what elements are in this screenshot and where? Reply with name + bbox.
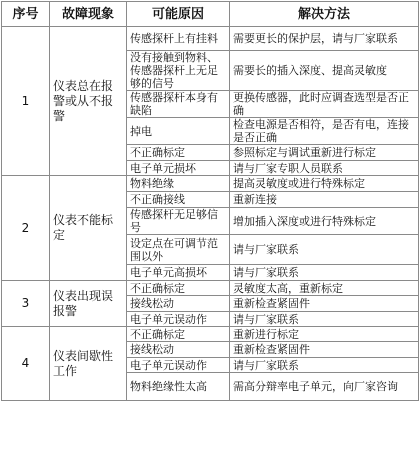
solution-cell: 需要长的插入深度、提高灵敏度	[230, 51, 419, 91]
table-row	[2, 27, 419, 51]
solution-cell: 提高灵敏度或进行特殊标定	[230, 176, 419, 192]
fault-symptom-cell: 仪表间歇性工作	[50, 327, 127, 401]
solution-cell: 请与厂家联系	[230, 358, 419, 373]
possible-cause-cell: 电子单元误动作	[127, 312, 230, 327]
possible-cause-cell: 传感器探杆本身有缺陷	[127, 91, 230, 118]
solution-cell: 请与厂家专职人员联系	[230, 161, 419, 176]
solution-cell: 重新检查紧固件	[230, 342, 419, 358]
solution-cell: 需要更长的保护层，请与厂家联系	[230, 27, 419, 51]
table-row	[2, 281, 419, 296]
possible-cause-cell: 物料绝缘	[127, 176, 230, 192]
possible-cause-cell: 传感探杆无足够信号	[127, 208, 230, 235]
fault-troubleshooting-table	[1, 1, 419, 401]
solution-cell: 请与厂家联系	[230, 312, 419, 327]
fault-symptom-cell: 仪表不能标定	[50, 176, 127, 281]
possible-cause-cell: 接线松动	[127, 296, 230, 312]
table-row	[2, 176, 419, 192]
solution-cell: 灵敏度太高，重新标定	[230, 281, 419, 296]
header-solution: 解决方法	[230, 2, 419, 27]
possible-cause-cell: 掉电	[127, 118, 230, 145]
serial-number-cell: 4	[2, 327, 50, 401]
possible-cause-cell: 不正确标定	[127, 281, 230, 296]
table-row	[2, 327, 419, 342]
header-serial-no: 序号	[2, 2, 50, 27]
possible-cause-cell: 电子单元高损坏	[127, 265, 230, 281]
possible-cause-cell: 物料绝缘性太高	[127, 373, 230, 401]
solution-cell: 重新进行标定	[230, 327, 419, 342]
solution-cell: 需高分辩率电子单元，向厂家咨询	[230, 373, 419, 401]
possible-cause-cell: 电子单元误动作	[127, 358, 230, 373]
table-body	[2, 27, 419, 401]
possible-cause-cell: 接线松动	[127, 342, 230, 358]
solution-cell: 请与厂家联系	[230, 265, 419, 281]
serial-number-cell: 2	[2, 176, 50, 281]
possible-cause-cell: 不正确标定	[127, 327, 230, 342]
serial-number-cell: 3	[2, 281, 50, 327]
possible-cause-cell: 不正确接线	[127, 192, 230, 208]
fault-symptom-cell: 仪表出现误报警	[50, 281, 127, 327]
solution-cell: 增加插入深度或进行特殊标定	[230, 208, 419, 235]
possible-cause-cell: 传感探杆上有挂料	[127, 27, 230, 51]
possible-cause-cell: 设定点在可调节范围以外	[127, 235, 230, 265]
possible-cause-cell: 没有接触到物料、传感器探杆上无足够的信号	[127, 51, 230, 91]
solution-cell: 请与厂家联系	[230, 235, 419, 265]
possible-cause-cell: 电子单元损坏	[127, 161, 230, 176]
header-fault-symptom: 故障现象	[50, 2, 127, 27]
solution-cell: 重新连接	[230, 192, 419, 208]
serial-number-cell: 1	[2, 27, 50, 176]
header-possible-cause: 可能原因	[127, 2, 230, 27]
table-header-row	[2, 2, 419, 27]
solution-cell: 参照标定与调试重新进行标定	[230, 145, 419, 161]
solution-cell: 重新检查紧固件	[230, 296, 419, 312]
solution-cell: 更换传感器，此时应调查选型是否正确	[230, 91, 419, 118]
possible-cause-cell: 不正确标定	[127, 145, 230, 161]
solution-cell: 检查电源是否相符，是否有电，连接是否正确	[230, 118, 419, 145]
fault-symptom-cell: 仪表总在报警或从不报警	[50, 27, 127, 176]
